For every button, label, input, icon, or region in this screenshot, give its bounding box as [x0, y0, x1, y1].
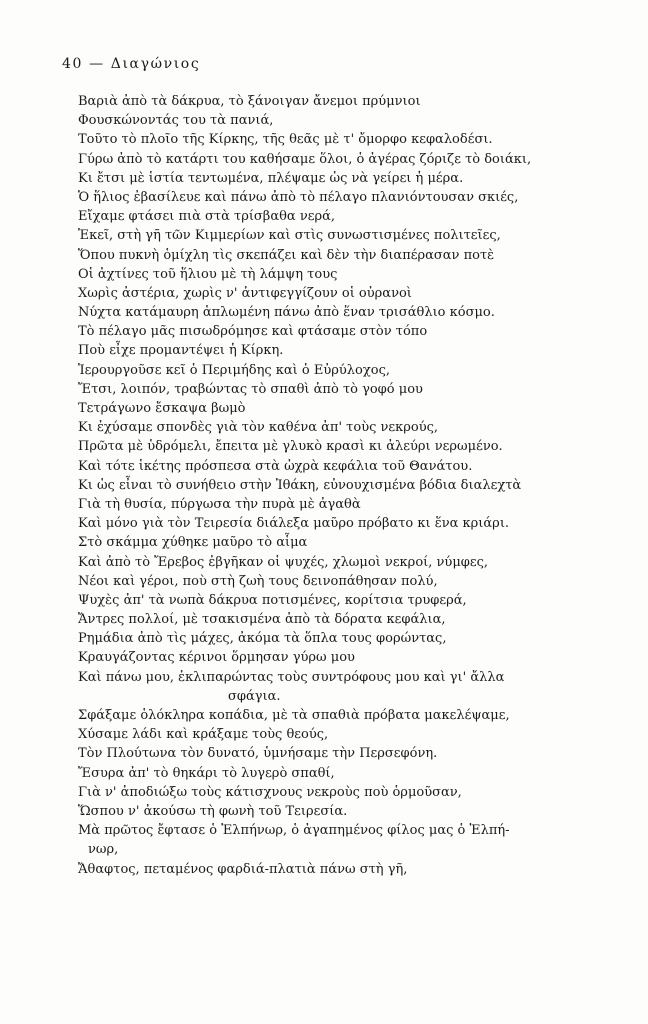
poem-line: Στὸ σκάμμα χύθηκε μαῦρο τὸ αἷμα — [78, 535, 308, 551]
poem-line: Ὁ ἥλιος ἐβασίλευε καὶ πάνω ἀπὸ τὸ πέλαγο πλανιόντουσαν σκιές, — [78, 189, 519, 205]
poem-line: Ἱερουργοῦσε κεῖ ὁ Περιμήδης καὶ ὁ Εὐρύλοχος, — [78, 362, 390, 378]
poem-line: Ὅπου πυκνὴ ὁμίχλη τὶς σκεπάζει καὶ δὲν τὴν διαπέρασαν ποτὲ — [78, 247, 495, 263]
poem-line: Κι ἐχύσαμε σπονδὲς γιὰ τὸν καθένα ἀπ' τοὺς νεκρούς, — [78, 420, 439, 436]
poem-line: Μὰ πρῶτος ἔφτασε ὁ Ἐλπήνωρ, ὁ ἀγαπημένος φίλος μας ὁ Ἐλπή- — [78, 823, 510, 839]
poem-line: Βαριὰ ἀπὸ τὰ δάκρυα, τὸ ξάνοιγαν ἄνεμοι πρύμνιοι — [78, 94, 421, 109]
poem-line: Τὸν Πλούτωνα τὸν δυνατό, ὑμνήσαμε τὴν Περσεφόνη. — [78, 746, 438, 762]
poem-line: Ἐκεῖ, στὴ γῆ τῶν Κιμμερίων καὶ στὶς συνωστισμένες πολιτεῖες, — [78, 228, 501, 244]
poem-line: Κι ὡς εἶναι τὸ συνήθειο στὴν Ἰθάκη, εὐνουχισμένα βόδια διαλεχτὰ — [78, 477, 522, 493]
page-number: 40 — [62, 56, 84, 72]
poem-line: Τὸ πέλαγο μᾶς πισωδρόμησε καὶ φτάσαμε στὸν τόπο — [78, 324, 428, 340]
poem-line: Ποὺ εἶχε προμαντέψει ἡ Κίρκη. — [78, 343, 284, 359]
poem-line: Ψυχὲς ἀπ' τὰ νωπὰ δάκρυα ποτισμένες, κορίτσια τρυφερά, — [78, 592, 467, 608]
poem-line: Καὶ τότε ἱκέτης πρόσπεσα στὰ ὠχρὰ κεφάλια τοῦ Θανάτου. — [78, 458, 473, 474]
poem-line: Φουσκώνοντάς του τὰ πανιά, — [78, 113, 274, 129]
poem-line: Τοῦτο τὸ πλοῖο τῆς Κίρκης, τῆς θεᾶς μὲ τ' ὄμορφο κεφαλοδέσι. — [78, 132, 493, 148]
poem-line: Γύρω ἀπὸ τὸ κατάρτι του καθήσαμε ὅλοι, ὁ ἀγέρας ζόριζε τὸ δοιάκι, — [78, 151, 532, 167]
poem-line-continuation: νωρ, — [88, 842, 119, 858]
poem-line: Γιὰ τὴ θυσία, πύργωσα τὴν πυρὰ μὲ ἀγαθὰ — [78, 496, 361, 512]
poem-line: Ἔτσι, λοιπόν, τραβώντας τὸ σπαθὶ ἀπὸ τὸ γοφό μου — [78, 381, 423, 397]
poem-line: Χύσαμε λάδι καὶ κράξαμε τοὺς θεούς, — [78, 727, 329, 743]
poem-line: Οἱ ἀχτίνες τοῦ ἥλιου μὲ τὴ λάμψη τους — [78, 266, 338, 282]
poem-line: Ἔσυρα ἀπ' τὸ θηκάρι τὸ λυγερὸ σπαθί, — [78, 765, 335, 781]
header-dash: — — [89, 56, 105, 72]
book-title: Διαγώνιος — [110, 56, 201, 72]
poem-line: Σφάξαμε ὁλόκληρα κοπάδια, μὲ τὰ σπαθιὰ πρόβατα μακελέψαμε, — [78, 708, 510, 723]
poem-line: Νέοι καὶ γέροι, ποὺ στὴ ζωὴ τους δεινοπάθησαν πολύ, — [78, 573, 438, 589]
running-header — [62, 56, 200, 72]
poem-line: Ἄθαφτος, πεταμένος φαρδιά-πλατιὰ πάνω στὴ γῆ, — [78, 861, 408, 877]
poem-line: Καὶ ἀπὸ τὸ Ἔρεβος ἐβγῆκαν οἱ ψυχές, χλωμοὶ νεκροί, νύμφες, — [78, 554, 489, 570]
poem-line: Πρῶτα μὲ ὑδρόμελι, ἔπειτα μὲ γλυκὸ κρασὶ κι ἀλεύρι νερωμένο. — [78, 439, 503, 455]
poem-line: Τετράγωνο ἔσκαψα βωμὸ — [78, 401, 246, 416]
poem-line: Καὶ μόνο γιὰ τὸν Τειρεσία διάλεξα μαῦρο πρόβατο κι ἕνα κριάρι. — [78, 516, 510, 532]
poem-line: Καὶ πάνω μου, ἐκλιπαρώντας τοὺς συντρόφους μου καὶ γι' ἄλλα — [78, 669, 505, 685]
poem-line: Ἄντρες πολλοί, μὲ τσακισμένα ἀπὸ τὰ δόρατα κεφάλια, — [78, 612, 446, 628]
poem-line: Νύχτα κατάμαυρη ἁπλωμένη πάνω ἀπὸ ἕναν τρισάθλιο κόσμο. — [78, 305, 495, 321]
poem-line-continuation: σφάγια. — [228, 688, 281, 704]
poem-text — [78, 92, 638, 879]
poem-line: Χωρὶς ἀστέρια, χωρὶς ν' ἀντιφεγγίζουν οἱ οὐρανοὶ — [78, 285, 412, 301]
poem-line: Εἴχαμε φτάσει πιὰ στὰ τρίσβαθα νερά, — [78, 209, 336, 225]
poem-line: Κραυγάζοντας κέρινοι ὅρμησαν γύρω μου — [78, 650, 355, 666]
poem-line: Γιὰ ν' ἀποδιώξω τοὺς κάτισχνους νεκροὺς ποὺ ὁρμοῦσαν, — [78, 784, 462, 800]
poem-line: Κι ἔτσι μὲ ἱστία τεντωμένα, πλέψαμε ὡς νὰ γείρει ἡ μέρα. — [78, 170, 464, 186]
poem-line: Ρημάδια ἀπὸ τὶς μάχες, ἀκόμα τὰ ὅπλα τους φορώντας, — [78, 631, 447, 647]
poem-line: Ὥσπου ν' ἀκούσω τὴ φωνὴ τοῦ Τειρεσία. — [78, 803, 348, 819]
